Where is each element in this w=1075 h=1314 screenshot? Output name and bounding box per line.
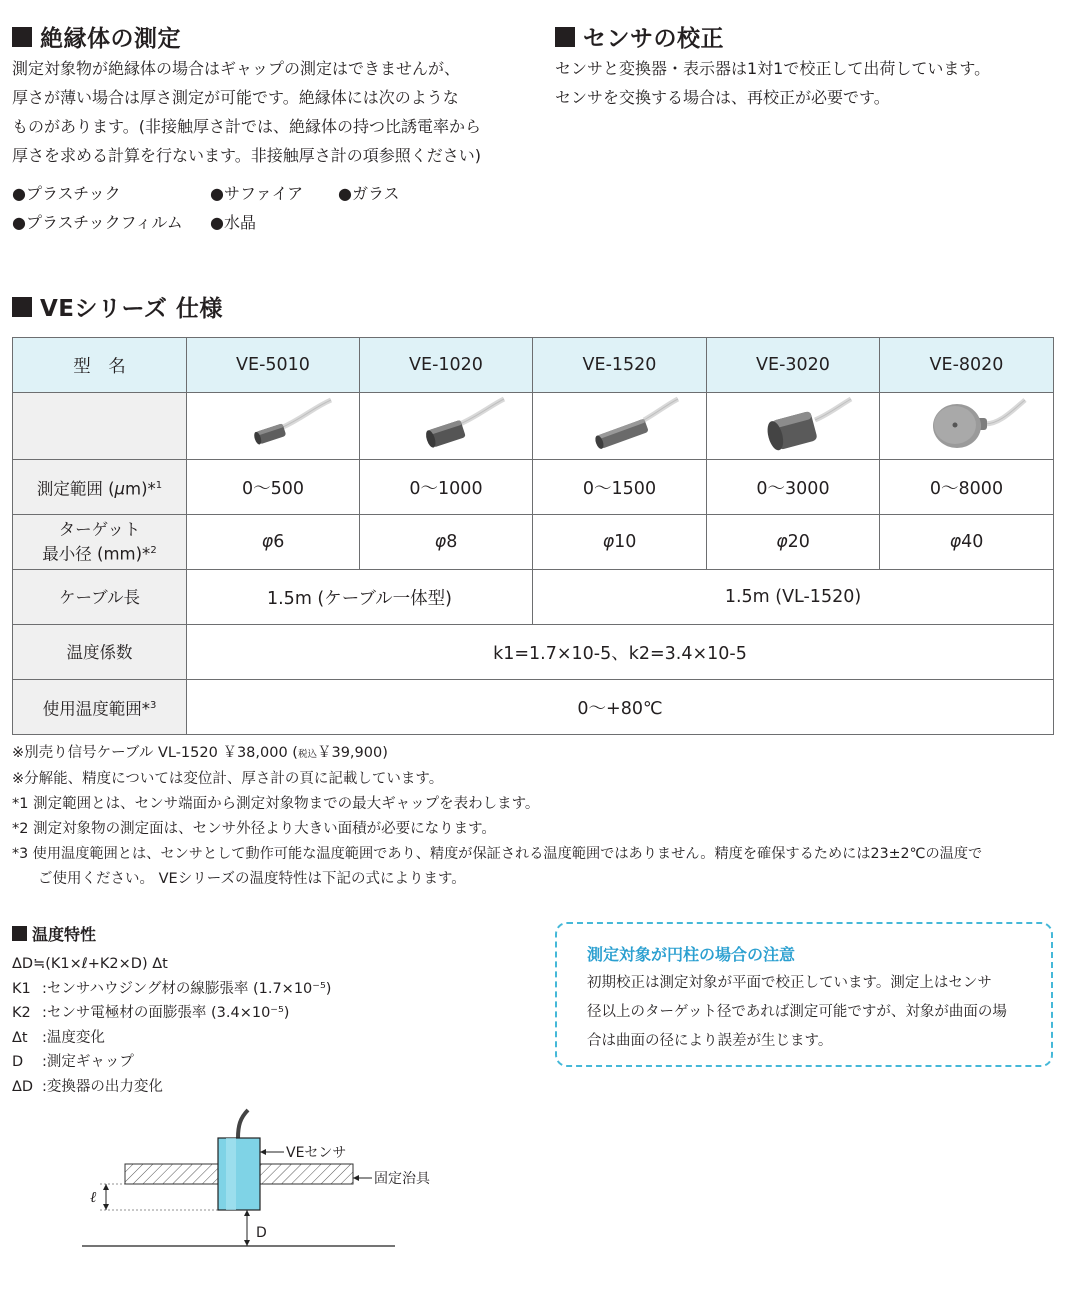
image-row-label [13, 393, 187, 460]
spec-table [12, 337, 1054, 735]
model-ve8020: VE-8020 [880, 338, 1054, 393]
spec-target-row [13, 515, 1054, 570]
target-ve3020: φ20 [707, 515, 880, 570]
sensor-body [218, 1138, 260, 1210]
temperature-heading: 温度特性 [12, 922, 96, 945]
formula-row: K1 :センサハウジング材の線膨張率 (1.7×10⁻⁵) [12, 980, 332, 997]
cable-integrated: 1.5m (ケーブル一体型) [187, 570, 533, 625]
caution-title: 測定対象が円柱の場合の注意 [587, 945, 796, 964]
sensor-ve5010-image [187, 393, 360, 460]
spec-range-row [13, 460, 1054, 515]
range-ve3020: 0～3000 [707, 460, 880, 515]
caution-body: 初期校正は測定対象が平面で校正しています。測定上はセンサ 径以上のターゲット径であれば測定可能ですが、対象が曲面の場 合は曲面の径により誤差が生じます。 [587, 975, 1007, 1049]
sensor-cable [238, 1110, 248, 1138]
model-ve5010: VE-5010 [187, 338, 360, 393]
temp-range-value: 0～+80℃ [187, 680, 1054, 735]
temp-range-label: 使用温度範囲*$^3$ [13, 680, 187, 735]
formula-row: ΔD :変換器の出力変化 [12, 1078, 163, 1095]
sensor-ve1020-icon [386, 394, 506, 454]
fixture-right [260, 1164, 353, 1184]
sensor-label: VEセンサ [286, 1145, 347, 1161]
spec-temp-coef-row [13, 625, 1054, 680]
heading-square-icon [555, 27, 575, 47]
target-ve8020: φ40 [880, 515, 1054, 570]
range-label: 測定範囲 (μm)*$^1$ [13, 460, 187, 515]
sensor-ve1020-image [360, 393, 533, 460]
temp-coef-value: k1=1.7×10-5、k2=3.4×10-5 [187, 625, 1054, 680]
sensor-ve8020-icon [907, 394, 1027, 454]
model-label: 型 名 [13, 338, 187, 393]
material-quartz: ●水晶 [210, 213, 256, 232]
spec-temp-range-row [13, 680, 1054, 735]
range-ve1520: 0～1500 [533, 460, 707, 515]
model-ve1020: VE-1020 [360, 338, 533, 393]
range-ve1020: 0～1000 [360, 460, 533, 515]
sensor-ve1520-icon [560, 394, 680, 454]
material-plastic-film: ●プラスチックフィルム [12, 213, 183, 232]
cylinder-caution-box [555, 922, 1053, 1067]
model-ve1520: VE-1520 [533, 338, 707, 393]
heading-square-icon [12, 926, 27, 941]
spec-image-row [13, 393, 1054, 460]
target-ve5010: φ6 [187, 515, 360, 570]
material-sapphire: ●サファイア [210, 184, 304, 203]
heading-square-icon [12, 27, 32, 47]
target-label: ターゲット 最小径 (mm)*$^2$ [13, 515, 187, 570]
temp-coef-label: 温度係数 [13, 625, 187, 680]
target-ve1520: φ10 [533, 515, 707, 570]
sensor-ve3020-image [707, 393, 880, 460]
sensor-ve5010-icon [213, 394, 333, 454]
calibration-paragraph: センサと変換器・表示器は1対1で校正して出荷しています。 センサを交換する場合は、再校正が必要です。 [555, 59, 991, 107]
model-ve3020: VE-3020 [707, 338, 880, 393]
spec-cable-row [13, 570, 1054, 625]
fixture-left [125, 1164, 218, 1184]
cable-separate: 1.5m (VL-1520) [533, 570, 1054, 625]
insulator-heading: 絶縁体の測定 [12, 20, 181, 53]
formula-row: D :測定ギャップ [12, 1054, 134, 1070]
sensor-ve3020-icon [733, 394, 853, 454]
specs-heading: VEシリーズ 仕様 [12, 290, 223, 323]
fixture-label: 固定治具 [374, 1171, 430, 1187]
material-plastic: ●プラスチック [12, 184, 121, 203]
sensor-ve8020-image [880, 393, 1054, 460]
mounting-diagram [70, 1108, 470, 1258]
range-ve5010: 0～500 [187, 460, 360, 515]
temperature-formula: ΔD≒(K1×ℓ+K2×D) Δt K1 :センサハウジング材の線膨張率 (1.7×10⁻⁵) K2 :センサ電極材の面膨張率 (3.4×10⁻⁵) Δt :温度変化 D :測定ギャップ ΔD :変換器の出力変化 [12, 952, 331, 1099]
cable-label: ケーブル長 [13, 570, 187, 625]
spec-header-row [13, 338, 1054, 393]
heading-square-icon [12, 297, 32, 317]
formula-row: K2 :センサ電極材の面膨張率 (3.4×10⁻⁵) [12, 1005, 290, 1021]
formula-row: Δt :温度変化 [12, 1029, 105, 1046]
l-label: ℓ [90, 1188, 97, 1206]
spec-notes: ※別売り信号ケーブル VL-1520 ￥38,000 (税込￥39,900) ※分解能、精度については変位計、厚さ計の頁に記載しています。 *1 測定範囲とは、センサ端面から測定対象物までの最大ギャップを表わします。 *2 測定対象物の測定面は、センサ外径より大きい面積が必要になります。 *3 使用温度範囲とは、センサとして動作可能な温度範囲であり、精度が保証される温度範囲ではありません。精度を確保するためには23±2℃の温度で ご使用ください。 VEシリーズの温度特性は下記の式によります。 [12, 745, 983, 887]
d-label: D [256, 1225, 267, 1241]
range-ve8020: 0～8000 [880, 460, 1054, 515]
target-ve1020: φ8 [360, 515, 533, 570]
calibration-heading: センサの校正 [555, 20, 724, 53]
insulator-paragraph: 測定対象物が絶縁体の場合はギャップの測定はできませんが、 厚さが薄い場合は厚さ測定が可能です。絶縁体には次のような ものがあります。(非接触厚さ計では、絶縁体の持つ比誘電率から 厚さを求める計算を行ないます。非接触厚さ計の項参照ください) [12, 59, 481, 165]
sensor-ve1520-image [533, 393, 707, 460]
material-glass: ●ガラス [338, 184, 400, 203]
